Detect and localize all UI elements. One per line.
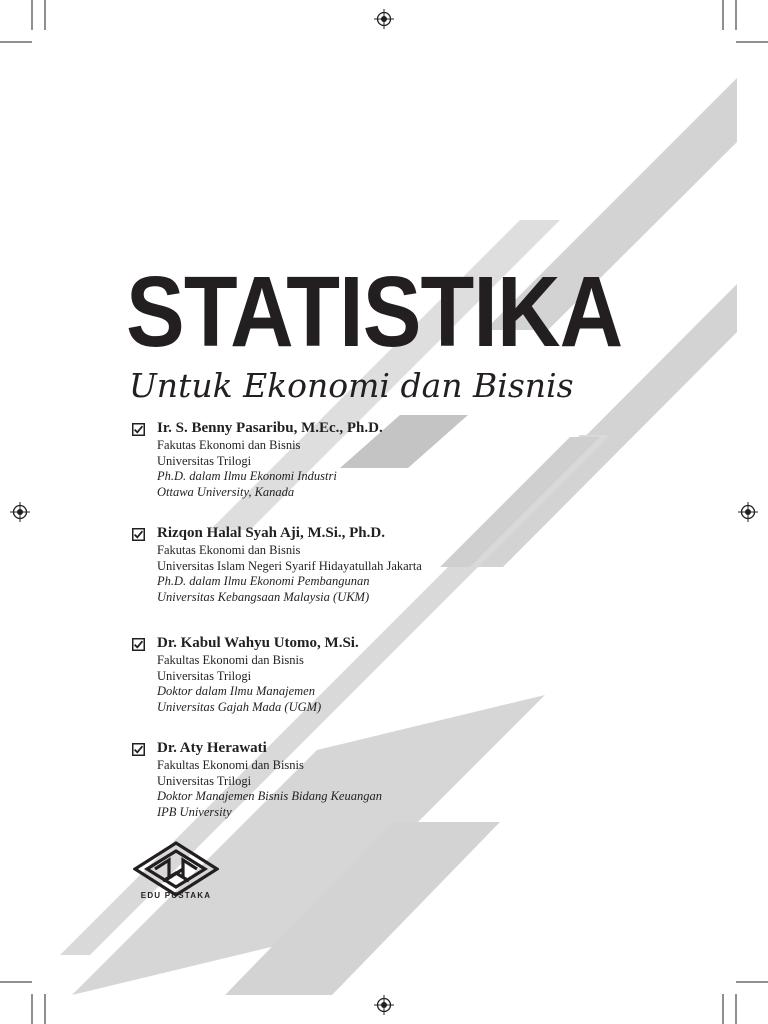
registration-mark-top (374, 9, 394, 29)
book-subtitle: Untuk Ekonomi dan Bisnis (129, 366, 574, 405)
registration-mark-right (738, 502, 758, 522)
registration-mark-bottom (374, 995, 394, 1015)
author-degree-institution: IPB University (157, 804, 232, 819)
checkbox-checked-icon (132, 423, 145, 436)
author-degree: Ph.D. dalam Ilmu Ekonomi Pembangunan (157, 574, 370, 588)
author-affiliation: Universitas Trilogi (157, 773, 252, 788)
author-degree-institution: Ottawa University, Kanada (157, 484, 295, 499)
author-affiliation: Universitas Trilogi (157, 668, 252, 683)
author-affiliation: Universitas Islam Negeri Syarif Hidayatullah Jakarta (157, 558, 422, 573)
author-name: Dr. Aty Herawati (157, 740, 267, 756)
crop-mark-top-right (708, 0, 768, 60)
author-degree-institution: Universitas Gajah Mada (UGM) (157, 699, 322, 714)
checkbox-checked-icon (132, 528, 145, 541)
crop-mark-bottom-right (708, 964, 768, 1024)
author-degree: Doktor Manajemen Bisnis Bidang Keuangan (157, 789, 382, 803)
author-name: Dr. Kabul Wahyu Utomo, M.Si. (157, 635, 359, 651)
crop-mark-top-left (0, 0, 60, 60)
book-title: STATISTIKA (126, 256, 623, 368)
author-degree-institution: Universitas Kebangsaan Malaysia (UKM) (157, 589, 370, 604)
publisher-name: EDU PUSTAKA (140, 891, 212, 900)
author-name: Rizqon Halal Syah Aji, M.Si., Ph.D. (157, 525, 385, 541)
checkbox-checked-icon (132, 743, 145, 756)
crop-mark-bottom-left (0, 964, 60, 1024)
registration-mark-left (10, 502, 30, 522)
author-affiliation: Fakultas Ekonomi dan Bisnis (157, 758, 304, 772)
author-degree: Doktor dalam Ilmu Manajemen (157, 684, 315, 698)
author-affiliation: Universitas Trilogi (157, 453, 252, 468)
checkbox-checked-icon (132, 638, 145, 651)
author-affiliation: Fakultas Ekonomi dan Bisnis (157, 653, 304, 667)
author-affiliation: Fakutas Ekonomi dan Bisnis (157, 543, 301, 557)
author-degree: Ph.D. dalam Ilmu Ekonomi Industri (157, 469, 337, 483)
author-name: Ir. S. Benny Pasaribu, M.Ec., Ph.D. (157, 420, 383, 436)
author-affiliation: Fakutas Ekonomi dan Bisnis (157, 438, 301, 452)
